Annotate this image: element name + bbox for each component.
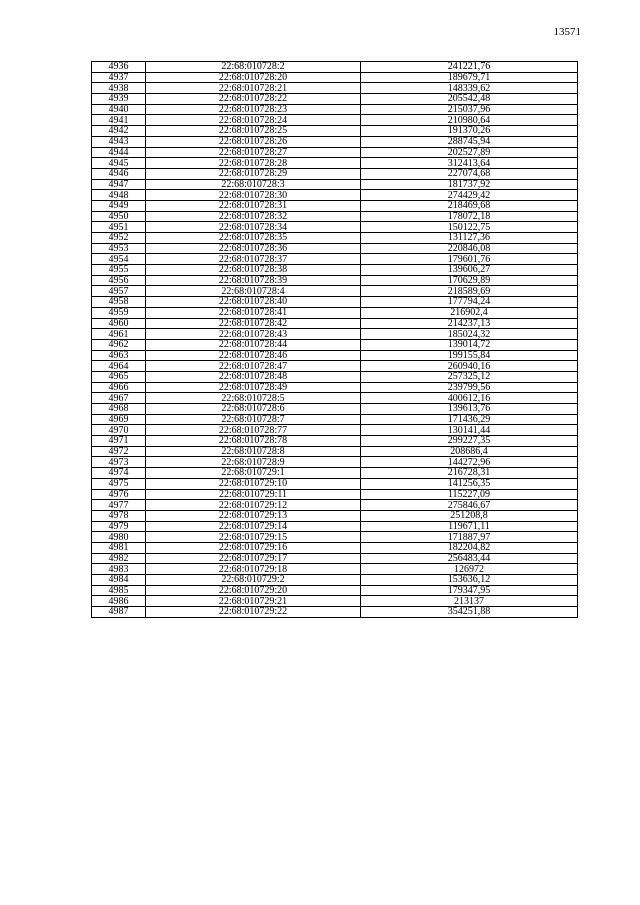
cadastral-number-cell: 22:68:010728:8 [146,446,361,457]
cadastral-number-cell: 22:68:010728:9 [146,457,361,468]
row-number-cell: 4938 [92,83,146,94]
table-row [92,222,578,233]
table-row [92,350,578,361]
cadastral-number-cell: 22:68:010728:77 [146,425,361,436]
row-number-cell: 4983 [92,564,146,575]
row-number-cell: 4965 [92,371,146,382]
cadastral-value-cell: 181737,92 [361,179,578,190]
table-row [92,233,578,244]
row-number-cell: 4987 [92,607,146,618]
table-row [92,500,578,511]
cadastral-number-cell: 22:68:010729:2 [146,575,361,586]
cadastral-number-cell: 22:68:010729:13 [146,510,361,521]
cadastral-value-cell: 216728,31 [361,468,578,479]
table-row [92,575,578,586]
table-row [92,371,578,382]
row-number-cell: 4971 [92,436,146,447]
table-row [92,72,578,83]
cadastral-value-cell: 202527,89 [361,147,578,158]
cadastral-value-cell: 153636,12 [361,575,578,586]
table-row [92,414,578,425]
table-row [92,243,578,254]
row-number-cell: 4952 [92,233,146,244]
row-number-cell: 4969 [92,414,146,425]
cadastral-value-cell: 299227,35 [361,436,578,447]
cadastral-number-cell: 22:68:010729:21 [146,596,361,607]
cadastral-number-cell: 22:68:010728:28 [146,158,361,169]
cadastral-value-cell: 241221,76 [361,62,578,73]
row-number-cell: 4981 [92,542,146,553]
row-number-cell: 4978 [92,510,146,521]
table-row [92,158,578,169]
row-number-cell: 4960 [92,318,146,329]
cadastral-number-cell: 22:68:010728:23 [146,104,361,115]
cadastral-number-cell: 22:68:010729:11 [146,489,361,500]
cadastral-number-cell: 22:68:010728:34 [146,222,361,233]
cadastral-number-cell: 22:68:010728:42 [146,318,361,329]
cadastral-value-cell: 220846,08 [361,243,578,254]
cadastral-number-cell: 22:68:010728:35 [146,233,361,244]
cadastral-number-cell: 22:68:010729:10 [146,478,361,489]
cadastral-number-cell: 22:68:010728:30 [146,190,361,201]
cadastral-number-cell: 22:68:010729:20 [146,585,361,596]
row-number-cell: 4977 [92,500,146,511]
row-number-cell: 4973 [92,457,146,468]
row-number-cell: 4972 [92,446,146,457]
cadastral-value-cell: 170629,89 [361,275,578,286]
cadastral-number-cell: 22:68:010729:15 [146,532,361,543]
table-row [92,436,578,447]
cadastral-value-cell: 288745,94 [361,136,578,147]
row-number-cell: 4970 [92,425,146,436]
table-row [92,211,578,222]
cadastral-number-cell: 22:68:010729:17 [146,553,361,564]
cadastral-number-cell: 22:68:010728:39 [146,275,361,286]
row-number-cell: 4963 [92,350,146,361]
cadastral-number-cell: 22:68:010728:46 [146,350,361,361]
table-row [92,329,578,340]
cadastral-number-cell: 22:68:010729:14 [146,521,361,532]
cadastral-value-cell: 215037,96 [361,104,578,115]
table-row [92,307,578,318]
cadastral-value-cell: 130141,44 [361,425,578,436]
row-number-cell: 4948 [92,190,146,201]
cadastral-number-cell: 22:68:010728:2 [146,62,361,73]
row-number-cell: 4939 [92,94,146,105]
page-number: 13571 [553,26,581,38]
row-number-cell: 4984 [92,575,146,586]
cadastral-value-cell: 199155,84 [361,350,578,361]
cadastral-number-cell: 22:68:010729:18 [146,564,361,575]
cadastral-number-cell: 22:68:010728:78 [146,436,361,447]
cadastral-value-cell: 218469,68 [361,200,578,211]
table-row [92,318,578,329]
cadastral-value-cell: 139606,27 [361,265,578,276]
row-number-cell: 4979 [92,521,146,532]
cadastral-value-cell: 256483,44 [361,553,578,564]
cadastral-value-cell: 150122,75 [361,222,578,233]
cadastral-number-cell: 22:68:010728:25 [146,126,361,137]
table-row [92,265,578,276]
row-number-cell: 4966 [92,382,146,393]
table-row [92,404,578,415]
row-number-cell: 4976 [92,489,146,500]
table-row [92,521,578,532]
cadastral-value-cell: 208686,4 [361,446,578,457]
table-row [92,104,578,115]
row-number-cell: 4967 [92,393,146,404]
table-row [92,393,578,404]
row-number-cell: 4959 [92,307,146,318]
cadastral-number-cell: 22:68:010728:32 [146,211,361,222]
cadastral-value-cell: 182204,82 [361,542,578,553]
cadastral-number-cell: 22:68:010729:16 [146,542,361,553]
table-row [92,607,578,618]
cadastral-value-cell: 239799,56 [361,382,578,393]
row-number-cell: 4946 [92,168,146,179]
cadastral-value-cell: 274429,42 [361,190,578,201]
cadastral-value-cell: 115227,09 [361,489,578,500]
cadastral-value-cell: 210980,64 [361,115,578,126]
row-number-cell: 4964 [92,361,146,372]
table-row [92,585,578,596]
table-row [92,510,578,521]
cadastral-number-cell: 22:68:010728:40 [146,297,361,308]
table-row [92,553,578,564]
cadastral-number-cell: 22:68:010728:37 [146,254,361,265]
table-row [92,168,578,179]
cadastral-value-cell: 139014,72 [361,339,578,350]
cadastral-number-cell: 22:68:010728:5 [146,393,361,404]
row-number-cell: 4974 [92,468,146,479]
row-number-cell: 4947 [92,179,146,190]
table-row [92,275,578,286]
row-number-cell: 4949 [92,200,146,211]
table-row [92,179,578,190]
table-body [92,62,578,618]
cadastral-value-cell: 216902,4 [361,307,578,318]
cadastral-number-cell: 22:68:010728:20 [146,72,361,83]
row-number-cell: 4936 [92,62,146,73]
cadastral-value-cell: 251208,8 [361,510,578,521]
table-row [92,190,578,201]
row-number-cell: 4937 [92,72,146,83]
table-row [92,457,578,468]
table-row [92,126,578,137]
cadastral-value-cell: 179601,76 [361,254,578,265]
table-row [92,425,578,436]
row-number-cell: 4943 [92,136,146,147]
cadastral-value-cell: 148339,62 [361,83,578,94]
cadastral-value-cell: 178072,18 [361,211,578,222]
table-row [92,468,578,479]
table-row [92,489,578,500]
row-number-cell: 4956 [92,275,146,286]
table-row [92,200,578,211]
row-number-cell: 4962 [92,339,146,350]
cadastral-value-cell: 171887,97 [361,532,578,543]
cadastral-value-cell: 119671,11 [361,521,578,532]
cadastral-value-cell: 126972 [361,564,578,575]
cadastral-number-cell: 22:68:010728:27 [146,147,361,158]
row-number-cell: 4980 [92,532,146,543]
cadastral-number-cell: 22:68:010728:22 [146,94,361,105]
row-number-cell: 4940 [92,104,146,115]
cadastral-value-cell: 139613,76 [361,404,578,415]
cadastral-value-cell: 257325,12 [361,371,578,382]
cadastral-number-cell: 22:68:010728:7 [146,414,361,425]
table-row [92,286,578,297]
row-number-cell: 4954 [92,254,146,265]
cadastral-number-cell: 22:68:010728:38 [146,265,361,276]
row-number-cell: 4944 [92,147,146,158]
cadastral-value-cell: 189679,71 [361,72,578,83]
cadastral-number-cell: 22:68:010728:4 [146,286,361,297]
cadastral-number-cell: 22:68:010728:21 [146,83,361,94]
row-number-cell: 4957 [92,286,146,297]
cadastral-value-cell: 260940,16 [361,361,578,372]
row-number-cell: 4975 [92,478,146,489]
cadastral-number-cell: 22:68:010728:41 [146,307,361,318]
cadastral-value-cell: 312413,64 [361,158,578,169]
cadastral-value-cell: 179347,95 [361,585,578,596]
table-row [92,115,578,126]
row-number-cell: 4945 [92,158,146,169]
row-number-cell: 4986 [92,596,146,607]
table-row [92,339,578,350]
cadastral-value-cell: 400612,16 [361,393,578,404]
cadastral-value-cell: 191370,26 [361,126,578,137]
table-row [92,83,578,94]
cadastral-number-cell: 22:68:010728:31 [146,200,361,211]
cadastral-value-cell: 131127,36 [361,233,578,244]
cadastral-number-cell: 22:68:010729:12 [146,500,361,511]
cadastral-number-cell: 22:68:010728:43 [146,329,361,340]
row-number-cell: 4982 [92,553,146,564]
row-number-cell: 4961 [92,329,146,340]
row-number-cell: 4950 [92,211,146,222]
table-row [92,532,578,543]
table-row [92,297,578,308]
table-row [92,478,578,489]
table-row [92,596,578,607]
cadastral-number-cell: 22:68:010728:36 [146,243,361,254]
table-row [92,94,578,105]
row-number-cell: 4951 [92,222,146,233]
cadastral-value-cell: 144272,96 [361,457,578,468]
cadastral-number-cell: 22:68:010728:44 [146,339,361,350]
table-row [92,361,578,372]
cadastral-number-cell: 22:68:010728:26 [146,136,361,147]
cadastral-number-cell: 22:68:010728:6 [146,404,361,415]
cadastral-value-cell: 141256,35 [361,478,578,489]
row-number-cell: 4942 [92,126,146,137]
cadastral-number-cell: 22:68:010729:1 [146,468,361,479]
cadastral-number-cell: 22:68:010728:24 [146,115,361,126]
cadastral-number-cell: 22:68:010728:49 [146,382,361,393]
table-row [92,254,578,265]
table-row [92,136,578,147]
row-number-cell: 4985 [92,585,146,596]
row-number-cell: 4941 [92,115,146,126]
cadastral-number-cell: 22:68:010728:47 [146,361,361,372]
table-row [92,542,578,553]
cadastral-number-cell: 22:68:010728:48 [146,371,361,382]
cadastral-value-table [91,61,578,618]
cadastral-value-cell: 218589,69 [361,286,578,297]
cadastral-number-cell: 22:68:010728:3 [146,179,361,190]
table-row [92,62,578,73]
row-number-cell: 4968 [92,404,146,415]
table-row [92,147,578,158]
row-number-cell: 4955 [92,265,146,276]
cadastral-value-cell: 177794,24 [361,297,578,308]
row-number-cell: 4953 [92,243,146,254]
cadastral-value-cell: 354251,88 [361,607,578,618]
table-row [92,446,578,457]
cadastral-value-cell: 205542,48 [361,94,578,105]
cadastral-number-cell: 22:68:010728:29 [146,168,361,179]
table-row [92,564,578,575]
table-row [92,382,578,393]
cadastral-value-cell: 227074,68 [361,168,578,179]
cadastral-value-cell: 275846,67 [361,500,578,511]
cadastral-value-cell: 214237,13 [361,318,578,329]
cadastral-number-cell: 22:68:010729:22 [146,607,361,618]
cadastral-value-cell: 171436,29 [361,414,578,425]
cadastral-value-cell: 185024,32 [361,329,578,340]
row-number-cell: 4958 [92,297,146,308]
cadastral-value-cell: 213137 [361,596,578,607]
